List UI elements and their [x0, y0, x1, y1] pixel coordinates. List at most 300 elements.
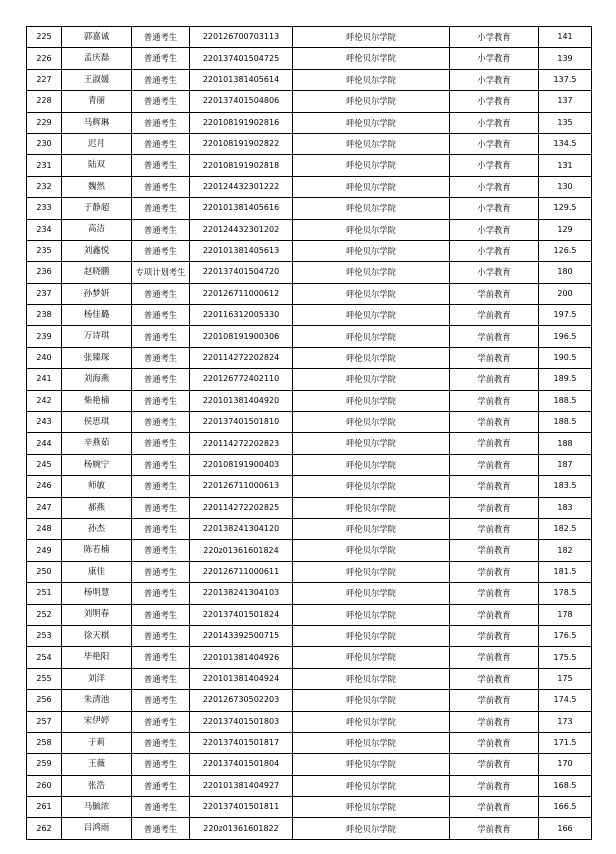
row-number-cell: 253	[27, 625, 62, 646]
exam-id-cell: 220126730502203	[190, 690, 293, 711]
exam-id-cell: 220114272202824	[190, 347, 293, 368]
school-name-cell: 呼伦贝尔学院	[293, 583, 450, 604]
score-cell: 137.5	[539, 69, 592, 90]
candidate-type-cell: 普通考生	[132, 754, 190, 775]
major-name-cell: 小学教育	[450, 219, 539, 240]
candidate-type-cell: 普通考生	[132, 732, 190, 753]
major-name-cell: 学前教育	[450, 497, 539, 518]
student-name-cell: 郭嘉诚	[62, 27, 132, 48]
candidate-type-cell: 普通考生	[132, 433, 190, 454]
school-name-cell: 呼伦贝尔学院	[293, 454, 450, 475]
student-name-cell: 刘洋	[62, 668, 132, 689]
table-row	[27, 561, 592, 582]
school-name-cell: 呼伦贝尔学院	[293, 390, 450, 411]
exam-id-cell: 220126711000613	[190, 476, 293, 497]
admission-list-sheet	[26, 26, 592, 840]
score-cell: 182	[539, 540, 592, 561]
exam-id-cell: 220101381404920	[190, 390, 293, 411]
school-name-cell: 呼伦贝尔学院	[293, 497, 450, 518]
major-name-cell: 学前教育	[450, 754, 539, 775]
school-name-cell: 呼伦贝尔学院	[293, 198, 450, 219]
major-name-cell: 小学教育	[450, 240, 539, 261]
student-name-cell: 迟月	[62, 133, 132, 154]
exam-id-cell: 220137401504725	[190, 48, 293, 69]
candidate-type-cell: 普通考生	[132, 240, 190, 261]
row-number-cell: 236	[27, 262, 62, 283]
exam-id-cell: 220101381405616	[190, 198, 293, 219]
row-number-cell: 230	[27, 133, 62, 154]
school-name-cell: 呼伦贝尔学院	[293, 112, 450, 133]
exam-id-cell: 220138241304120	[190, 518, 293, 539]
score-cell: 196.5	[539, 326, 592, 347]
score-cell: 175.5	[539, 647, 592, 668]
row-number-cell: 261	[27, 797, 62, 818]
table-row	[27, 711, 592, 732]
candidate-type-cell: 普通考生	[132, 48, 190, 69]
row-number-cell: 242	[27, 390, 62, 411]
major-name-cell: 学前教育	[450, 561, 539, 582]
score-cell: 182.5	[539, 518, 592, 539]
row-number-cell: 248	[27, 518, 62, 539]
table-row	[27, 583, 592, 604]
student-name-cell: 张臻琛	[62, 347, 132, 368]
score-cell: 139	[539, 48, 592, 69]
school-name-cell: 呼伦贝尔学院	[293, 91, 450, 112]
table-row	[27, 433, 592, 454]
score-cell: 166.5	[539, 797, 592, 818]
major-name-cell: 学前教育	[450, 283, 539, 304]
exam-id-cell: 220101381404926	[190, 647, 293, 668]
student-name-cell: 赵晓鹏	[62, 262, 132, 283]
school-name-cell: 呼伦贝尔学院	[293, 262, 450, 283]
table-row	[27, 112, 592, 133]
table-row	[27, 668, 592, 689]
exam-id-cell: 220126711000612	[190, 283, 293, 304]
major-name-cell: 小学教育	[450, 69, 539, 90]
major-name-cell: 学前教育	[450, 433, 539, 454]
student-name-cell: 孙梦妍	[62, 283, 132, 304]
student-name-cell: 马毓浓	[62, 797, 132, 818]
candidate-type-cell: 普通考生	[132, 775, 190, 796]
major-name-cell: 小学教育	[450, 112, 539, 133]
exam-id-cell: 220101381404927	[190, 775, 293, 796]
exam-id-cell: 220143392500715	[190, 625, 293, 646]
table-row	[27, 176, 592, 197]
major-name-cell: 小学教育	[450, 48, 539, 69]
school-name-cell: 呼伦贝尔学院	[293, 668, 450, 689]
major-name-cell: 小学教育	[450, 91, 539, 112]
row-number-cell: 229	[27, 112, 62, 133]
exam-id-cell: 220z01361601822	[190, 818, 293, 839]
major-name-cell: 学前教育	[450, 369, 539, 390]
major-name-cell: 学前教育	[450, 518, 539, 539]
student-name-cell: 于莉	[62, 732, 132, 753]
candidate-type-cell: 普通考生	[132, 690, 190, 711]
table-row	[27, 476, 592, 497]
major-name-cell: 学前教育	[450, 604, 539, 625]
exam-id-cell: 220126711000611	[190, 561, 293, 582]
score-cell: 170	[539, 754, 592, 775]
school-name-cell: 呼伦贝尔学院	[293, 476, 450, 497]
table-row	[27, 198, 592, 219]
row-number-cell: 251	[27, 583, 62, 604]
candidate-type-cell: 普通考生	[132, 91, 190, 112]
student-name-cell: 侯思琪	[62, 412, 132, 433]
table-row	[27, 48, 592, 69]
candidate-type-cell: 普通考生	[132, 155, 190, 176]
school-name-cell: 呼伦贝尔学院	[293, 219, 450, 240]
table-row	[27, 497, 592, 518]
exam-id-cell: 220137401501810	[190, 412, 293, 433]
score-cell: 178	[539, 604, 592, 625]
school-name-cell: 呼伦贝尔学院	[293, 518, 450, 539]
table-row	[27, 454, 592, 475]
score-cell: 173	[539, 711, 592, 732]
candidate-type-cell: 普通考生	[132, 326, 190, 347]
score-cell: 183.5	[539, 476, 592, 497]
row-number-cell: 227	[27, 69, 62, 90]
table-row	[27, 27, 592, 48]
score-cell: 188.5	[539, 390, 592, 411]
score-cell: 189.5	[539, 369, 592, 390]
school-name-cell: 呼伦贝尔学院	[293, 797, 450, 818]
school-name-cell: 呼伦贝尔学院	[293, 711, 450, 732]
candidate-type-cell: 普通考生	[132, 27, 190, 48]
student-name-cell: 陆双	[62, 155, 132, 176]
student-name-cell: 张浩	[62, 775, 132, 796]
student-name-cell: 刘明春	[62, 604, 132, 625]
row-number-cell: 240	[27, 347, 62, 368]
candidate-type-cell: 普通考生	[132, 647, 190, 668]
score-cell: 183	[539, 497, 592, 518]
school-name-cell: 呼伦贝尔学院	[293, 732, 450, 753]
student-name-cell: 辛燕茹	[62, 433, 132, 454]
major-name-cell: 学前教育	[450, 732, 539, 753]
major-name-cell: 学前教育	[450, 347, 539, 368]
student-name-cell: 康佳	[62, 561, 132, 582]
candidate-type-cell: 普通考生	[132, 540, 190, 561]
row-number-cell: 262	[27, 818, 62, 839]
row-number-cell: 232	[27, 176, 62, 197]
score-cell: 181.5	[539, 561, 592, 582]
table-row	[27, 604, 592, 625]
exam-id-cell: 220137401501803	[190, 711, 293, 732]
table-row	[27, 369, 592, 390]
exam-id-cell: 220101381404924	[190, 668, 293, 689]
school-name-cell: 呼伦贝尔学院	[293, 240, 450, 261]
school-name-cell: 呼伦贝尔学院	[293, 48, 450, 69]
score-cell: 175	[539, 668, 592, 689]
score-cell: 190.5	[539, 347, 592, 368]
exam-id-cell: 220137401501804	[190, 754, 293, 775]
student-name-cell: 宋伊婷	[62, 711, 132, 732]
candidate-type-cell: 专项计划考生	[132, 262, 190, 283]
score-cell: 135	[539, 112, 592, 133]
table-row	[27, 219, 592, 240]
row-number-cell: 235	[27, 240, 62, 261]
major-name-cell: 学前教育	[450, 305, 539, 326]
candidate-type-cell: 普通考生	[132, 668, 190, 689]
score-cell: 180	[539, 262, 592, 283]
exam-id-cell: 220108191902816	[190, 112, 293, 133]
row-number-cell: 239	[27, 326, 62, 347]
row-number-cell: 226	[27, 48, 62, 69]
candidate-type-cell: 普通考生	[132, 283, 190, 304]
row-number-cell: 228	[27, 91, 62, 112]
student-name-cell: 柴艳楠	[62, 390, 132, 411]
school-name-cell: 呼伦贝尔学院	[293, 604, 450, 625]
exam-id-cell: 220124432301222	[190, 176, 293, 197]
exam-id-cell: 220z01361601824	[190, 540, 293, 561]
score-cell: 126.5	[539, 240, 592, 261]
major-name-cell: 学前教育	[450, 412, 539, 433]
student-name-cell: 杨佳璐	[62, 305, 132, 326]
score-cell: 171.5	[539, 732, 592, 753]
score-cell: 130	[539, 176, 592, 197]
exam-id-cell: 220137401501811	[190, 797, 293, 818]
table-row	[27, 262, 592, 283]
row-number-cell: 233	[27, 198, 62, 219]
student-name-cell: 马辉琳	[62, 112, 132, 133]
table-row	[27, 818, 592, 839]
row-number-cell: 225	[27, 27, 62, 48]
table-row	[27, 326, 592, 347]
row-number-cell: 237	[27, 283, 62, 304]
row-number-cell: 257	[27, 711, 62, 732]
major-name-cell: 小学教育	[450, 176, 539, 197]
score-cell: 188	[539, 433, 592, 454]
table-row	[27, 69, 592, 90]
candidate-type-cell: 普通考生	[132, 583, 190, 604]
major-name-cell: 小学教育	[450, 155, 539, 176]
table-row	[27, 625, 592, 646]
candidate-type-cell: 普通考生	[132, 604, 190, 625]
major-name-cell: 小学教育	[450, 133, 539, 154]
student-name-cell: 万诗琪	[62, 326, 132, 347]
row-number-cell: 241	[27, 369, 62, 390]
exam-id-cell: 220108191902818	[190, 155, 293, 176]
candidate-type-cell: 普通考生	[132, 797, 190, 818]
table-row	[27, 283, 592, 304]
row-number-cell: 260	[27, 775, 62, 796]
major-name-cell: 小学教育	[450, 198, 539, 219]
school-name-cell: 呼伦贝尔学院	[293, 754, 450, 775]
row-number-cell: 246	[27, 476, 62, 497]
school-name-cell: 呼伦贝尔学院	[293, 27, 450, 48]
score-cell: 174.5	[539, 690, 592, 711]
exam-id-cell: 220137401501817	[190, 732, 293, 753]
score-cell: 168.5	[539, 775, 592, 796]
major-name-cell: 学前教育	[450, 647, 539, 668]
school-name-cell: 呼伦贝尔学院	[293, 412, 450, 433]
admission-table	[26, 26, 592, 840]
table-row	[27, 412, 592, 433]
score-cell: 137	[539, 91, 592, 112]
candidate-type-cell: 普通考生	[132, 198, 190, 219]
candidate-type-cell: 普通考生	[132, 497, 190, 518]
exam-id-cell: 220108191902822	[190, 133, 293, 154]
major-name-cell: 小学教育	[450, 27, 539, 48]
exam-id-cell: 220108191900403	[190, 454, 293, 475]
score-cell: 129.5	[539, 198, 592, 219]
school-name-cell: 呼伦贝尔学院	[293, 433, 450, 454]
table-row	[27, 240, 592, 261]
student-name-cell: 杨明慧	[62, 583, 132, 604]
row-number-cell: 252	[27, 604, 62, 625]
candidate-type-cell: 普通考生	[132, 133, 190, 154]
score-cell: 141	[539, 27, 592, 48]
school-name-cell: 呼伦贝尔学院	[293, 690, 450, 711]
exam-id-cell: 220137401501824	[190, 604, 293, 625]
row-number-cell: 234	[27, 219, 62, 240]
row-number-cell: 247	[27, 497, 62, 518]
student-name-cell: 孙杰	[62, 518, 132, 539]
table-row	[27, 775, 592, 796]
school-name-cell: 呼伦贝尔学院	[293, 155, 450, 176]
score-cell: 131	[539, 155, 592, 176]
major-name-cell: 学前教育	[450, 583, 539, 604]
exam-id-cell: 220138241304103	[190, 583, 293, 604]
exam-id-cell: 220108191900306	[190, 326, 293, 347]
row-number-cell: 244	[27, 433, 62, 454]
row-number-cell: 259	[27, 754, 62, 775]
student-name-cell: 王薇	[62, 754, 132, 775]
exam-id-cell: 220126700703113	[190, 27, 293, 48]
school-name-cell: 呼伦贝尔学院	[293, 133, 450, 154]
student-name-cell: 陈若楠	[62, 540, 132, 561]
school-name-cell: 呼伦贝尔学院	[293, 818, 450, 839]
school-name-cell: 呼伦贝尔学院	[293, 176, 450, 197]
exam-id-cell: 220101381405613	[190, 240, 293, 261]
school-name-cell: 呼伦贝尔学院	[293, 369, 450, 390]
score-cell: 187	[539, 454, 592, 475]
candidate-type-cell: 普通考生	[132, 219, 190, 240]
score-cell: 129	[539, 219, 592, 240]
score-cell: 197.5	[539, 305, 592, 326]
student-name-cell: 孟庆磊	[62, 48, 132, 69]
student-name-cell: 郝燕	[62, 497, 132, 518]
school-name-cell: 呼伦贝尔学院	[293, 283, 450, 304]
candidate-type-cell: 普通考生	[132, 412, 190, 433]
student-name-cell: 刘鑫悦	[62, 240, 132, 261]
candidate-type-cell: 普通考生	[132, 390, 190, 411]
row-number-cell: 231	[27, 155, 62, 176]
candidate-type-cell: 普通考生	[132, 369, 190, 390]
major-name-cell: 学前教育	[450, 540, 539, 561]
candidate-type-cell: 普通考生	[132, 305, 190, 326]
major-name-cell: 学前教育	[450, 668, 539, 689]
student-name-cell: 朱清池	[62, 690, 132, 711]
candidate-type-cell: 普通考生	[132, 112, 190, 133]
major-name-cell: 学前教育	[450, 775, 539, 796]
table-row	[27, 518, 592, 539]
table-row	[27, 155, 592, 176]
row-number-cell: 243	[27, 412, 62, 433]
row-number-cell: 254	[27, 647, 62, 668]
candidate-type-cell: 普通考生	[132, 561, 190, 582]
candidate-type-cell: 普通考生	[132, 176, 190, 197]
table-row	[27, 732, 592, 753]
row-number-cell: 256	[27, 690, 62, 711]
score-cell: 176.5	[539, 625, 592, 646]
exam-id-cell: 220101381405614	[190, 69, 293, 90]
candidate-type-cell: 普通考生	[132, 818, 190, 839]
school-name-cell: 呼伦贝尔学院	[293, 647, 450, 668]
row-number-cell: 258	[27, 732, 62, 753]
candidate-type-cell: 普通考生	[132, 454, 190, 475]
candidate-type-cell: 普通考生	[132, 69, 190, 90]
candidate-type-cell: 普通考生	[132, 476, 190, 497]
major-name-cell: 小学教育	[450, 262, 539, 283]
major-name-cell: 学前教育	[450, 711, 539, 732]
table-row	[27, 347, 592, 368]
school-name-cell: 呼伦贝尔学院	[293, 326, 450, 347]
exam-id-cell: 220114272202825	[190, 497, 293, 518]
student-name-cell: 毕艳阳	[62, 647, 132, 668]
student-name-cell: 刘海燕	[62, 369, 132, 390]
candidate-type-cell: 普通考生	[132, 711, 190, 732]
school-name-cell: 呼伦贝尔学院	[293, 347, 450, 368]
major-name-cell: 学前教育	[450, 818, 539, 839]
major-name-cell: 学前教育	[450, 476, 539, 497]
school-name-cell: 呼伦贝尔学院	[293, 775, 450, 796]
major-name-cell: 学前教育	[450, 390, 539, 411]
table-row	[27, 390, 592, 411]
student-name-cell: 青丽	[62, 91, 132, 112]
table-row	[27, 91, 592, 112]
score-cell: 200	[539, 283, 592, 304]
exam-id-cell: 220137401504720	[190, 262, 293, 283]
candidate-type-cell: 普通考生	[132, 518, 190, 539]
student-name-cell: 徐天棋	[62, 625, 132, 646]
table-row	[27, 797, 592, 818]
exam-id-cell: 220124432301202	[190, 219, 293, 240]
table-row	[27, 647, 592, 668]
row-number-cell: 249	[27, 540, 62, 561]
exam-id-cell: 220114272202823	[190, 433, 293, 454]
row-number-cell: 255	[27, 668, 62, 689]
table-row	[27, 133, 592, 154]
major-name-cell: 学前教育	[450, 797, 539, 818]
table-row	[27, 540, 592, 561]
school-name-cell: 呼伦贝尔学院	[293, 69, 450, 90]
score-cell: 188.5	[539, 412, 592, 433]
student-name-cell: 王淑媛	[62, 69, 132, 90]
score-cell: 166	[539, 818, 592, 839]
row-number-cell: 238	[27, 305, 62, 326]
student-name-cell: 高洁	[62, 219, 132, 240]
table-body	[27, 27, 592, 840]
table-row	[27, 305, 592, 326]
score-cell: 134.5	[539, 133, 592, 154]
student-name-cell: 于静超	[62, 198, 132, 219]
major-name-cell: 学前教育	[450, 625, 539, 646]
table-row	[27, 754, 592, 775]
school-name-cell: 呼伦贝尔学院	[293, 625, 450, 646]
school-name-cell: 呼伦贝尔学院	[293, 540, 450, 561]
exam-id-cell: 220116312005330	[190, 305, 293, 326]
exam-id-cell: 220137401504806	[190, 91, 293, 112]
candidate-type-cell: 普通考生	[132, 347, 190, 368]
student-name-cell: 师敏	[62, 476, 132, 497]
row-number-cell: 245	[27, 454, 62, 475]
school-name-cell: 呼伦贝尔学院	[293, 561, 450, 582]
row-number-cell: 250	[27, 561, 62, 582]
exam-id-cell: 220126772402110	[190, 369, 293, 390]
student-name-cell: 魏然	[62, 176, 132, 197]
major-name-cell: 学前教育	[450, 326, 539, 347]
student-name-cell: 吕鸿雨	[62, 818, 132, 839]
